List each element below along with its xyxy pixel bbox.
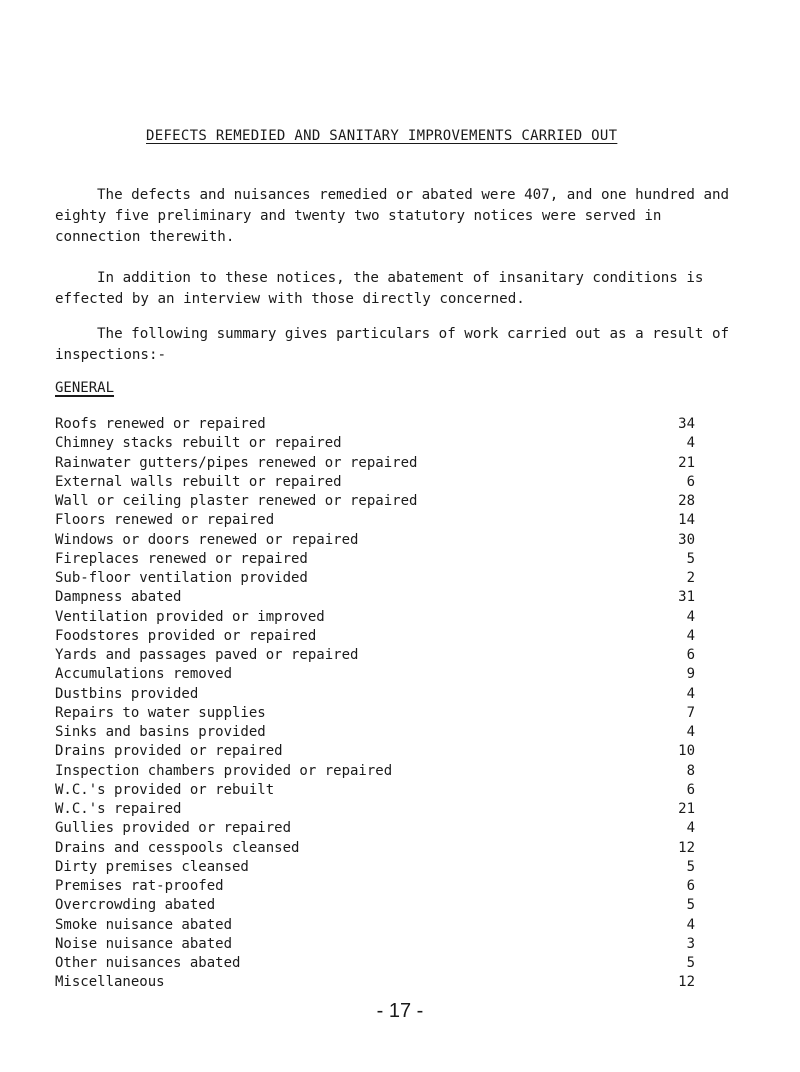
list-item (55, 800, 695, 819)
item-count: 21 (678, 454, 695, 471)
section-title: GENERAL (55, 380, 115, 396)
item-label: Other nuisances abated (55, 955, 241, 971)
item-count: 12 (678, 974, 695, 991)
list-item (55, 531, 695, 550)
list-item (55, 569, 695, 588)
list-item (55, 781, 695, 800)
item-label: Windows or doors renewed or repaired (55, 531, 359, 548)
item-count: 31 (678, 589, 695, 606)
item-count: 5 (686, 955, 695, 971)
list-item (55, 473, 695, 492)
item-label: Dirty premises cleansed (55, 858, 249, 875)
item-count: 14 (678, 512, 695, 529)
list-item (55, 588, 695, 607)
item-count: 6 (686, 647, 695, 663)
item-count: 34 (678, 416, 695, 432)
item-label: Dustbins provided (55, 685, 199, 702)
list-item (55, 762, 695, 781)
item-label: Repairs to water supplies (55, 704, 266, 721)
item-label: Noise nuisance abated (55, 935, 233, 952)
list-item (55, 492, 695, 511)
list-item (55, 877, 695, 896)
item-label: Sinks and basins provided (55, 724, 266, 740)
list-item (55, 819, 695, 838)
item-label: Miscellaneous (55, 974, 165, 991)
list-item (55, 935, 695, 954)
item-count: 30 (678, 531, 695, 548)
paragraph-first-line: The defects and nuisances remedied or abated were 407, and one hundred (97, 187, 695, 203)
item-count: 2 (686, 570, 695, 586)
item-label: Yards and passages paved or repaired (55, 647, 359, 663)
list-item (55, 646, 695, 665)
list-item (55, 723, 695, 742)
list-item (55, 916, 695, 935)
list-item (55, 434, 695, 453)
item-label: Chimney stacks rebuilt or repaired (55, 435, 342, 452)
item-label: Premises rat-proofed (55, 878, 224, 894)
item-label: Smoke nuisance abated (55, 916, 233, 933)
item-label: Gullies provided or repaired (55, 820, 292, 837)
item-count: 7 (686, 704, 695, 721)
item-count: 3 (686, 935, 695, 952)
item-count: 4 (686, 435, 695, 452)
page-heading: DEFECTS REMEDIED AND SANITARY IMPROVEMENTS CARRIED OUT (146, 128, 618, 144)
paragraph-notices (55, 185, 745, 248)
list-item (55, 896, 695, 915)
list-item (55, 954, 695, 973)
item-label: Sub-floor ventilation provided (55, 570, 308, 586)
item-count: 6 (686, 781, 695, 798)
list-item (55, 454, 695, 473)
list-item (55, 685, 695, 704)
paragraph-continuation: result of inspections:- (55, 326, 730, 363)
item-label: Drains provided or repaired (55, 743, 283, 760)
list-item (55, 511, 695, 530)
item-label: Ventilation provided or improved (55, 608, 325, 625)
item-label: Floors renewed or repaired (55, 512, 275, 529)
item-count: 12 (678, 839, 695, 856)
work-summary-list (55, 415, 695, 993)
list-item (55, 627, 695, 646)
item-label: Rainwater gutters/pipes renewed or repaired (55, 454, 418, 471)
paragraph-first-line: The following summary gives particulars of work carried out as a (97, 326, 644, 342)
list-item (55, 665, 695, 684)
paragraph-first-line: In addition to these notices, the abatement of insanitary conditions (97, 270, 678, 286)
item-label: W.C.'s repaired (55, 801, 182, 817)
list-item (55, 550, 695, 569)
item-count: 4 (686, 916, 695, 933)
item-count: 5 (686, 550, 695, 567)
item-label: Accumulations removed (55, 666, 233, 683)
item-label: Inspection chambers provided or repaired (55, 762, 393, 779)
item-count: 4 (686, 820, 695, 837)
item-label: Overcrowding abated (55, 897, 216, 914)
item-count: 6 (686, 473, 695, 490)
item-label: Dampness abated (55, 589, 182, 606)
item-count: 5 (686, 897, 695, 914)
item-label: Fireplaces renewed or repaired (55, 550, 308, 567)
item-count: 28 (678, 493, 695, 509)
item-count: 6 (686, 878, 695, 894)
paragraph-interviews (55, 268, 745, 310)
item-count: 8 (686, 762, 695, 779)
paragraph-continuation: and eighty five preliminary and twenty two statutory notices were served in connection therewith. (55, 187, 730, 245)
list-item (55, 973, 695, 992)
list-item (55, 608, 695, 627)
item-label: Roofs renewed or repaired (55, 416, 266, 432)
list-item (55, 704, 695, 723)
item-count: 4 (686, 685, 695, 702)
item-label: External walls rebuilt or repaired (55, 473, 342, 490)
page-number: - 17 - (376, 1000, 424, 1022)
paragraph-continuation: is effected by an interview with those directly concerned. (55, 270, 704, 307)
item-count: 9 (686, 666, 695, 683)
paragraph-summary-intro (55, 324, 745, 366)
item-count: 10 (678, 743, 695, 760)
item-count: 21 (678, 801, 695, 817)
item-label: Drains and cesspools cleansed (55, 839, 300, 856)
item-label: W.C.'s provided or rebuilt (55, 781, 275, 798)
item-count: 4 (686, 724, 695, 740)
item-label: Wall or ceiling plaster renewed or repaired (55, 493, 418, 509)
list-item (55, 742, 695, 761)
list-item (55, 858, 695, 877)
list-item (55, 415, 695, 434)
item-count: 4 (686, 608, 695, 625)
item-label: Foodstores provided or repaired (55, 627, 317, 644)
item-count: 4 (686, 627, 695, 644)
item-count: 5 (686, 858, 695, 875)
list-item (55, 839, 695, 858)
